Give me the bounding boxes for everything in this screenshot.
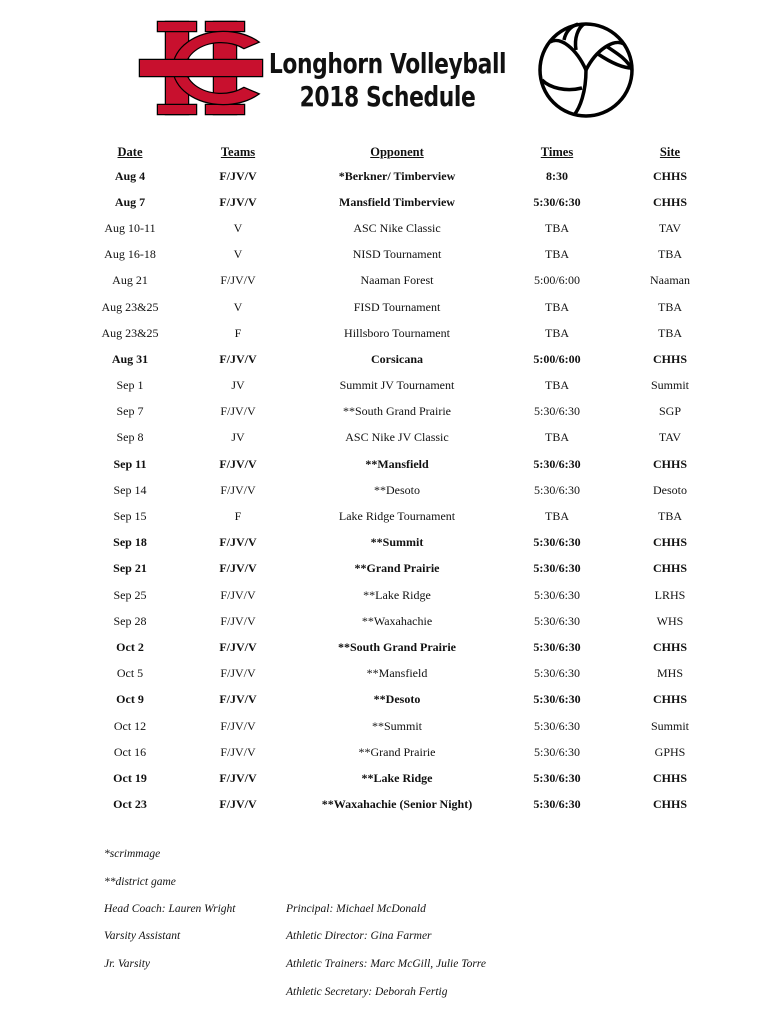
table-row: [82, 373, 722, 399]
table-row: [82, 713, 722, 739]
site-cell: Summit: [650, 378, 689, 393]
opponent-cell: ASC Nike JV Classic: [345, 430, 449, 445]
site-cell: CHHS: [652, 770, 687, 785]
site-cell: Desoto: [653, 482, 687, 497]
table-row: [82, 503, 722, 529]
time-cell: 5:30/6:30: [533, 194, 581, 209]
opponent-cell: Naaman Forest: [360, 273, 434, 288]
date-cell: Oct 9: [116, 692, 144, 707]
table-row: [82, 215, 722, 241]
teams-cell: JV: [231, 378, 245, 393]
date-cell: Aug 16-18: [104, 247, 156, 262]
opponent-cell: Hillsboro Tournament: [344, 325, 450, 340]
site-cell: CHHS: [652, 639, 687, 654]
opponent-cell: **Desoto: [374, 482, 420, 497]
opponent-cell: **Waxahachie (Senior Night): [321, 797, 473, 812]
table-row: [82, 739, 722, 765]
table-row: [82, 294, 722, 320]
teams-cell: V: [233, 299, 243, 314]
site-cell: WHS: [656, 613, 684, 628]
column-header-opponent: Opponent: [370, 144, 424, 159]
table-row: [82, 346, 722, 372]
table-row: [82, 765, 722, 791]
time-cell: TBA: [545, 378, 569, 393]
time-cell: 5:30/6:30: [533, 535, 581, 550]
teams-cell: F/JV/V: [219, 168, 257, 183]
date-cell: Aug 23&25: [101, 299, 159, 314]
time-cell: 5:30/6:30: [533, 639, 581, 654]
date-cell: Sep 18: [113, 535, 147, 550]
teams-cell: F/JV/V: [220, 273, 256, 288]
teams-cell: V: [233, 247, 243, 262]
column-header-teams: Teams: [220, 144, 256, 159]
site-cell: SGP: [658, 404, 681, 419]
schedule-body: [82, 163, 722, 818]
teams-cell: F: [234, 325, 242, 340]
opponent-cell: FISD Tournament: [353, 299, 441, 314]
teams-cell: F/JV/V: [219, 535, 257, 550]
date-cell: Oct 16: [113, 744, 147, 759]
teams-cell: F/JV/V: [220, 482, 256, 497]
time-cell: TBA: [545, 325, 569, 340]
opponent-cell: **South Grand Prairie: [337, 639, 456, 654]
time-cell: 5:30/6:30: [533, 744, 580, 759]
date-cell: Sep 7: [116, 404, 144, 419]
table-row: [82, 582, 722, 608]
date-cell: Oct 2: [116, 639, 144, 654]
site-cell: CHHS: [652, 535, 687, 550]
opponent-cell: **Mansfield: [366, 666, 428, 681]
time-cell: 5:30/6:30: [533, 561, 581, 576]
site-cell: TBA: [658, 247, 682, 262]
date-cell: Sep 15: [113, 509, 147, 524]
opponent-cell: **Grand Prairie: [358, 744, 436, 759]
time-cell: TBA: [545, 430, 569, 445]
teams-cell: F/JV/V: [219, 194, 257, 209]
time-cell: 5:00/6:00: [533, 273, 580, 288]
scrimmage-note: *scrimmage: [104, 848, 161, 860]
opponent-cell: Corsicana: [371, 351, 423, 366]
site-cell: TBA: [658, 509, 682, 524]
teams-cell: F/JV/V: [219, 456, 257, 471]
site-cell: Naaman: [650, 273, 690, 288]
opponent-cell: NISD Tournament: [352, 247, 442, 262]
table-row: [82, 399, 722, 425]
site-cell: CHHS: [652, 168, 687, 183]
table-row: [82, 268, 722, 294]
site-cell: LRHS: [654, 587, 686, 602]
table-row: [82, 242, 722, 268]
opponent-cell: Summit JV Tournament: [339, 378, 455, 393]
table-row: [82, 451, 722, 477]
opponent-cell: **South Grand Prairie: [343, 404, 451, 419]
time-cell: 5:30/6:30: [533, 770, 581, 785]
time-cell: 5:30/6:30: [533, 666, 580, 681]
time-cell: 5:30/6:30: [533, 404, 580, 419]
opponent-cell: ASC Nike Classic: [353, 220, 441, 235]
date-cell: Oct 12: [113, 718, 147, 733]
site-cell: TAV: [658, 430, 682, 445]
time-cell: 5:30/6:30: [533, 718, 580, 733]
table-row: [82, 634, 722, 660]
table-row: [82, 477, 722, 503]
table-row: [82, 530, 722, 556]
date-cell: Aug 23&25: [101, 325, 159, 340]
page-subtitle: 2018 Schedule: [299, 80, 476, 113]
opponent-cell: **Lake Ridge: [363, 587, 431, 602]
site-cell: CHHS: [652, 194, 687, 209]
date-cell: Oct 5: [116, 666, 144, 681]
column-header-site: Site: [659, 144, 681, 159]
site-cell: Summit: [650, 718, 689, 733]
site-cell: CHHS: [652, 456, 687, 471]
time-cell: TBA: [545, 299, 569, 314]
district-note: **district game: [104, 876, 176, 888]
time-cell: 5:30/6:30: [533, 456, 581, 471]
opponent-cell: *Berkner/ Timberview: [338, 168, 456, 183]
date-cell: Oct 23: [113, 797, 147, 812]
date-cell: Sep 25: [113, 587, 147, 602]
date-cell: Sep 14: [113, 482, 147, 497]
column-header-date: Date: [117, 144, 143, 159]
date-cell: Aug 10-11: [104, 220, 156, 235]
time-cell: 5:30/6:30: [533, 692, 581, 707]
head-coach: Head Coach: Lauren Wright: [104, 903, 236, 915]
opponent-cell: **Lake Ridge: [361, 770, 433, 785]
column-header-times: Times: [540, 144, 574, 159]
date-cell: Sep 11: [113, 456, 147, 471]
opponent-cell: **Summit: [370, 535, 424, 550]
table-row: [82, 556, 722, 582]
teams-cell: F/JV/V: [220, 587, 256, 602]
opponent-cell: **Waxahachie: [361, 613, 433, 628]
table-row: [82, 661, 722, 687]
schedule-header-row: [82, 141, 722, 163]
date-cell: Sep 21: [113, 561, 147, 576]
teams-cell: F/JV/V: [219, 770, 257, 785]
date-cell: Aug 21: [112, 273, 148, 288]
opponent-cell: Mansfield Timberview: [339, 194, 455, 209]
opponent-cell: Lake Ridge Tournament: [338, 509, 456, 524]
date-cell: Sep 1: [116, 378, 144, 393]
opponent-cell: **Desoto: [373, 692, 421, 707]
teams-cell: F/JV/V: [220, 666, 256, 681]
teams-cell: F/JV/V: [219, 639, 257, 654]
teams-cell: F: [234, 509, 242, 524]
date-cell: Aug 7: [114, 194, 146, 209]
time-cell: TBA: [545, 247, 569, 262]
teams-cell: JV: [231, 430, 245, 445]
teams-cell: F/JV/V: [220, 613, 256, 628]
date-cell: Aug 31: [111, 351, 149, 366]
jr-varsity: Jr. Varsity: [104, 958, 150, 970]
date-cell: Sep 28: [113, 613, 147, 628]
time-cell: 8:30: [546, 168, 568, 183]
table-row: [82, 792, 722, 818]
time-cell: 5:30/6:30: [533, 797, 581, 812]
opponent-cell: **Mansfield: [365, 456, 429, 471]
site-cell: CHHS: [652, 561, 687, 576]
opponent-cell: **Grand Prairie: [354, 561, 440, 576]
date-cell: Aug 4: [114, 168, 146, 183]
time-cell: 5:00/6:00: [533, 351, 581, 366]
site-cell: GPHS: [654, 744, 686, 759]
table-row: [82, 687, 722, 713]
teams-cell: F/JV/V: [219, 561, 257, 576]
athletic-secretary: Athletic Secretary: Deborah Fertig: [286, 986, 448, 998]
page-title: Longhorn Volleyball: [268, 46, 507, 80]
site-cell: TAV: [658, 220, 682, 235]
site-cell: CHHS: [652, 797, 687, 812]
table-row: [82, 320, 722, 346]
time-cell: 5:30/6:30: [533, 613, 580, 628]
time-cell: 5:30/6:30: [533, 482, 580, 497]
table-row: [82, 608, 722, 634]
teams-cell: F/JV/V: [219, 797, 257, 812]
teams-cell: F/JV/V: [220, 718, 256, 733]
time-cell: TBA: [545, 509, 569, 524]
date-cell: Oct 19: [113, 770, 147, 785]
teams-cell: F/JV/V: [219, 692, 257, 707]
table-row: [82, 163, 722, 189]
teams-cell: F/JV/V: [219, 351, 257, 366]
volleyball-icon: [536, 20, 636, 120]
site-cell: MHS: [656, 666, 683, 681]
opponent-cell: **Summit: [371, 718, 422, 733]
teams-cell: F/JV/V: [220, 744, 256, 759]
athletic-trainers: Athletic Trainers: Marc McGill, Julie Torre: [286, 958, 486, 970]
table-row: [82, 425, 722, 451]
schedule-table: [82, 141, 722, 818]
date-cell: Sep 8: [116, 430, 144, 445]
athletic-director: Athletic Director: Gina Farmer: [286, 930, 432, 942]
principal: Principal: Michael McDonald: [286, 903, 426, 915]
table-row: [82, 189, 722, 215]
site-cell: CHHS: [652, 351, 687, 366]
site-cell: TBA: [658, 299, 682, 314]
time-cell: 5:30/6:30: [533, 587, 580, 602]
teams-cell: V: [233, 220, 243, 235]
site-cell: TBA: [658, 325, 682, 340]
teams-cell: F/JV/V: [220, 404, 256, 419]
site-cell: CHHS: [652, 692, 687, 707]
varsity-assistant: Varsity Assistant: [104, 930, 181, 942]
time-cell: TBA: [545, 220, 569, 235]
